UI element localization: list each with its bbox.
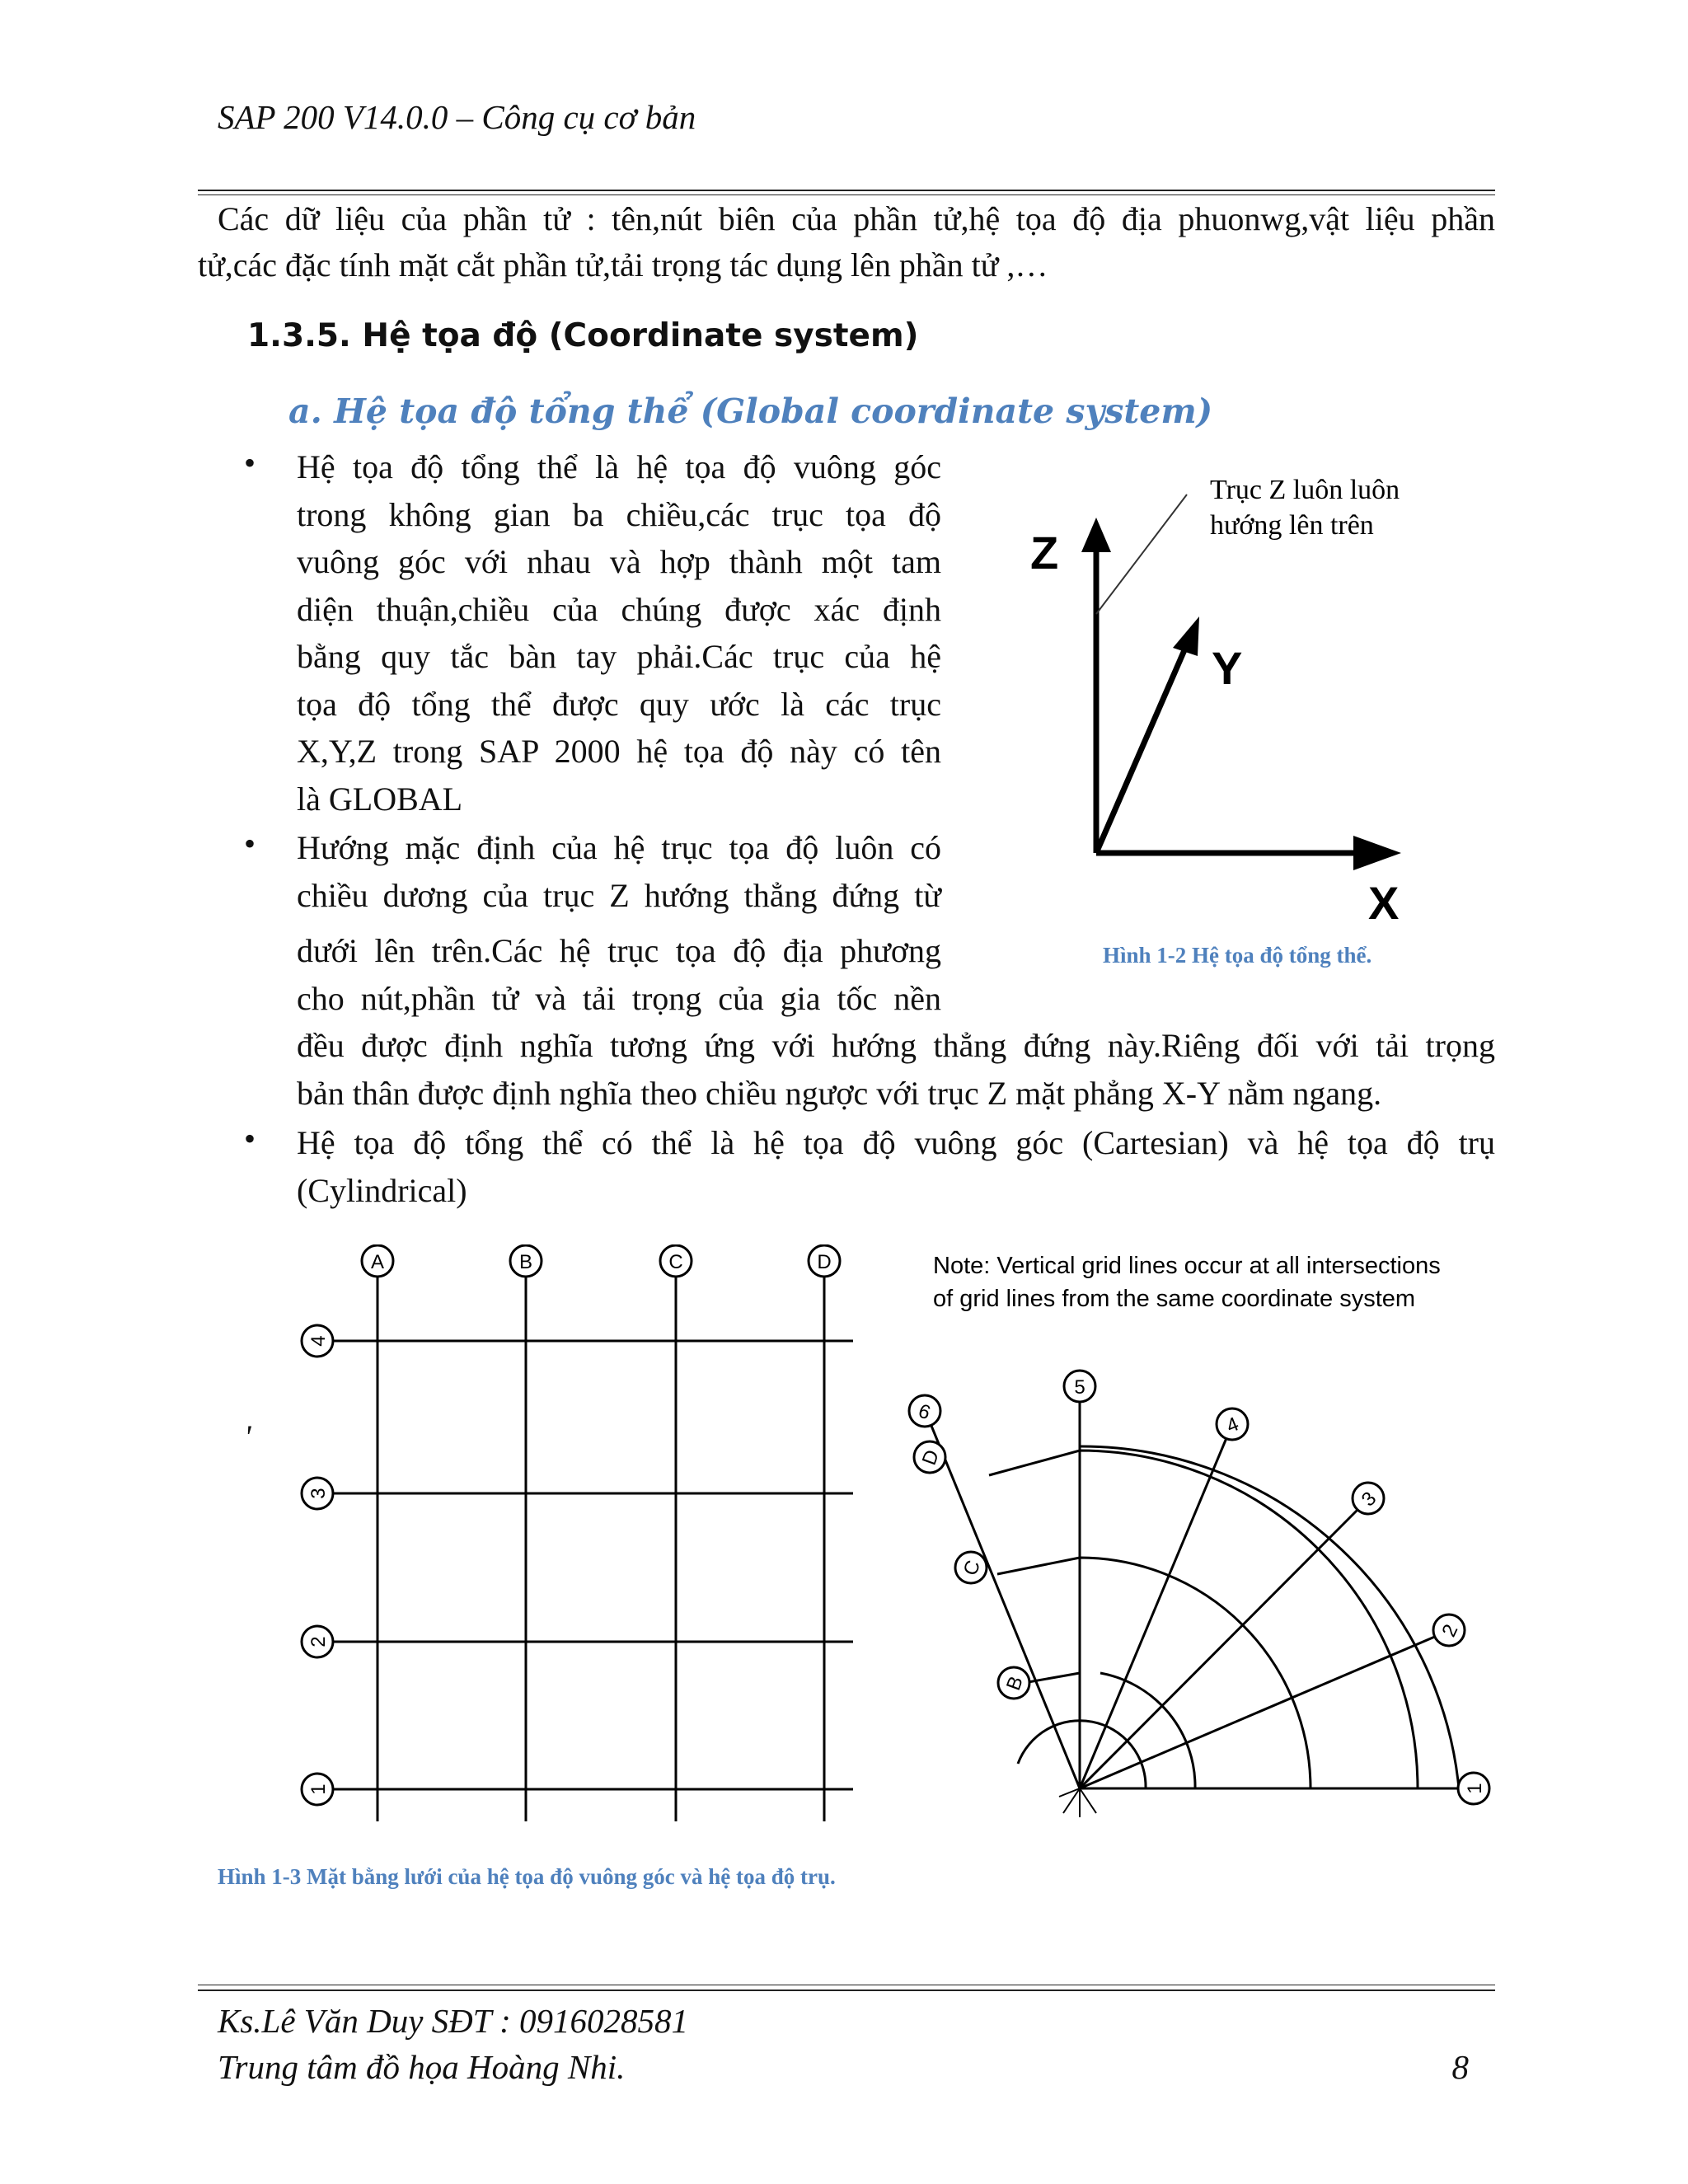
stray-mark: ' — [244, 1418, 251, 1455]
figure-2-caption: Hình 1-3 Mặt bằng lưới của hệ tọa độ vuông góc và hệ tọa độ trụ. — [218, 1864, 836, 1889]
ring-label-d: D — [917, 1446, 945, 1469]
center-tick — [1080, 1788, 1096, 1813]
cylindrical-grid-figure — [898, 1236, 1508, 1838]
bullet-1-line: Hệ tọa độ tổng thể là hệ tọa độ vuông góc — [297, 448, 941, 485]
grid-label-b: B — [518, 1251, 533, 1273]
bullet-2-text-narrow — [297, 824, 941, 1022]
y-axis-line — [1096, 644, 1187, 853]
grid-label-4: 4 — [307, 1335, 330, 1347]
ring-label-c: C — [959, 1557, 986, 1579]
intro-paragraph — [198, 196, 1495, 288]
bullet-marker-2: • — [244, 825, 256, 862]
note-text-line-2: hướng lên trên — [1210, 510, 1374, 541]
bullet-1-line: là GLOBAL — [297, 780, 463, 818]
radial-label-3: 3 — [1357, 1487, 1381, 1511]
header-rule — [198, 190, 1495, 191]
ring-arc-b — [997, 1558, 1311, 1788]
cartesian-grid-figure — [239, 1244, 865, 1830]
footer-rule — [198, 1990, 1495, 1991]
axis-label-y: Y — [1212, 642, 1243, 694]
bullet-1-line: X,Y,Z trong SAP 2000 hệ tọa độ này có tên — [297, 733, 941, 770]
bullet-3-text — [297, 1119, 1495, 1214]
cylindrical-note-line-1: Note: Vertical grid lines occur at all intersections — [933, 1253, 1441, 1279]
radial-label-5: 5 — [1074, 1376, 1085, 1399]
bullet-2-line: Hướng mặc định của hệ trục tọa độ luôn có — [297, 829, 941, 866]
grid-label-d: D — [817, 1251, 832, 1273]
bullet-2-text-wide — [297, 1022, 1495, 1117]
bullet-1-line: tọa độ tổng thể được quy ước là các trục — [297, 685, 941, 723]
x-axis-arrow-icon — [1353, 836, 1401, 870]
y-axis-arrow-icon — [1173, 616, 1199, 656]
header-title: SAP 200 V14.0.0 – Công cụ cơ bản — [218, 98, 696, 136]
intro-line-1: Các dữ liệu của phần tử : tên,nút biên của phần tử,hệ tọa độ địa phuonwg,vật liệu phần — [218, 200, 1495, 237]
bullet-2-line: đều được định nghĩa tương ứng với hướng thẳng đứng này.Riêng đối với tải trọng — [297, 1027, 1495, 1064]
global-axes-figure — [1014, 462, 1475, 940]
bullet-2-line: cho nút,phần tử và tải trọng của gia tốc nền — [297, 979, 941, 1017]
grid-label-2: 2 — [307, 1636, 330, 1647]
z-axis-arrow-icon — [1081, 518, 1111, 552]
bullet-1-line: bằng quy tắc bàn tay phải.Các trục của hệ — [297, 638, 941, 675]
radial-line-3 — [1080, 1510, 1357, 1788]
footer-author: Ks.Lê Văn Duy SĐT : 0916028581 — [218, 2002, 688, 2040]
grid-label-a: A — [370, 1251, 385, 1273]
ring-arc-d-outer — [1080, 1446, 1459, 1788]
note-leader-line — [1096, 494, 1187, 614]
bullet-1-text — [297, 443, 941, 823]
bullet-2-line: chiều dương của trục Z hướng thẳng đứng từ — [297, 876, 941, 914]
bullet-3-line: Hệ tọa độ tổng thể có thể là hệ tọa độ vuông góc (Cartesian) và hệ tọa độ trụ — [297, 1124, 1495, 1161]
bullet-2-line: dưới lên trên.Các hệ trục tọa độ địa phương — [297, 932, 941, 969]
radial-label-1: 1 — [1464, 1783, 1486, 1794]
bullet-marker-1: • — [244, 444, 256, 481]
intro-line-2: tử,các đặc tính mặt cắt phần tử,tải trọng tác dụng lên phần tử ,… — [198, 246, 1048, 284]
radial-label-6: 6 — [915, 1399, 934, 1425]
page-number: 8 — [1451, 2048, 1469, 2086]
radial-label-2: 2 — [1437, 1620, 1463, 1641]
radial-label-4: 4 — [1223, 1413, 1242, 1438]
footer-organization: Trung tâm đồ họa Hoàng Nhi. — [218, 2048, 626, 2086]
grid-label-1: 1 — [307, 1783, 330, 1795]
figure-1-caption: Hình 1-2 Hệ tọa độ tổng thể. — [1103, 943, 1372, 968]
grid-label-3: 3 — [307, 1488, 330, 1499]
bullet-3-line: (Cylindrical) — [297, 1171, 467, 1209]
note-text-line-1: Trục Z luôn luôn — [1210, 475, 1400, 505]
ring-arc-2 — [1010, 1673, 1195, 1788]
header-rule-thin — [198, 194, 1495, 195]
bullet-2-line: bản thân được định nghĩa theo chiều ngược với trục Z mặt phẳng X-Y nằm ngang. — [297, 1074, 1382, 1112]
bullet-1-line: vuông góc với nhau và hợp thành một tam — [297, 543, 941, 580]
grid-label-c: C — [668, 1251, 683, 1273]
cylindrical-note-line-2: of grid lines from the same coordinate system — [933, 1286, 1416, 1312]
bullet-1-line: diện thuận,chiều của chúng được xác định — [297, 590, 941, 628]
axis-label-x: X — [1368, 877, 1400, 929]
ring-label-b: B — [1001, 1673, 1028, 1694]
radial-line-6 — [931, 1426, 1080, 1788]
ring-arc-1 — [1018, 1721, 1146, 1788]
subsection-heading: a. Hệ tọa độ tổng thể (Global coordinate system) — [288, 391, 1213, 431]
bullet-1-line: trong không gian ba chiều,các trục tọa độ — [297, 495, 941, 533]
axis-label-z: Z — [1030, 527, 1059, 579]
section-heading: 1.3.5. Hệ tọa độ (Coordinate system) — [247, 317, 919, 354]
bullet-marker-3: • — [244, 1120, 256, 1157]
